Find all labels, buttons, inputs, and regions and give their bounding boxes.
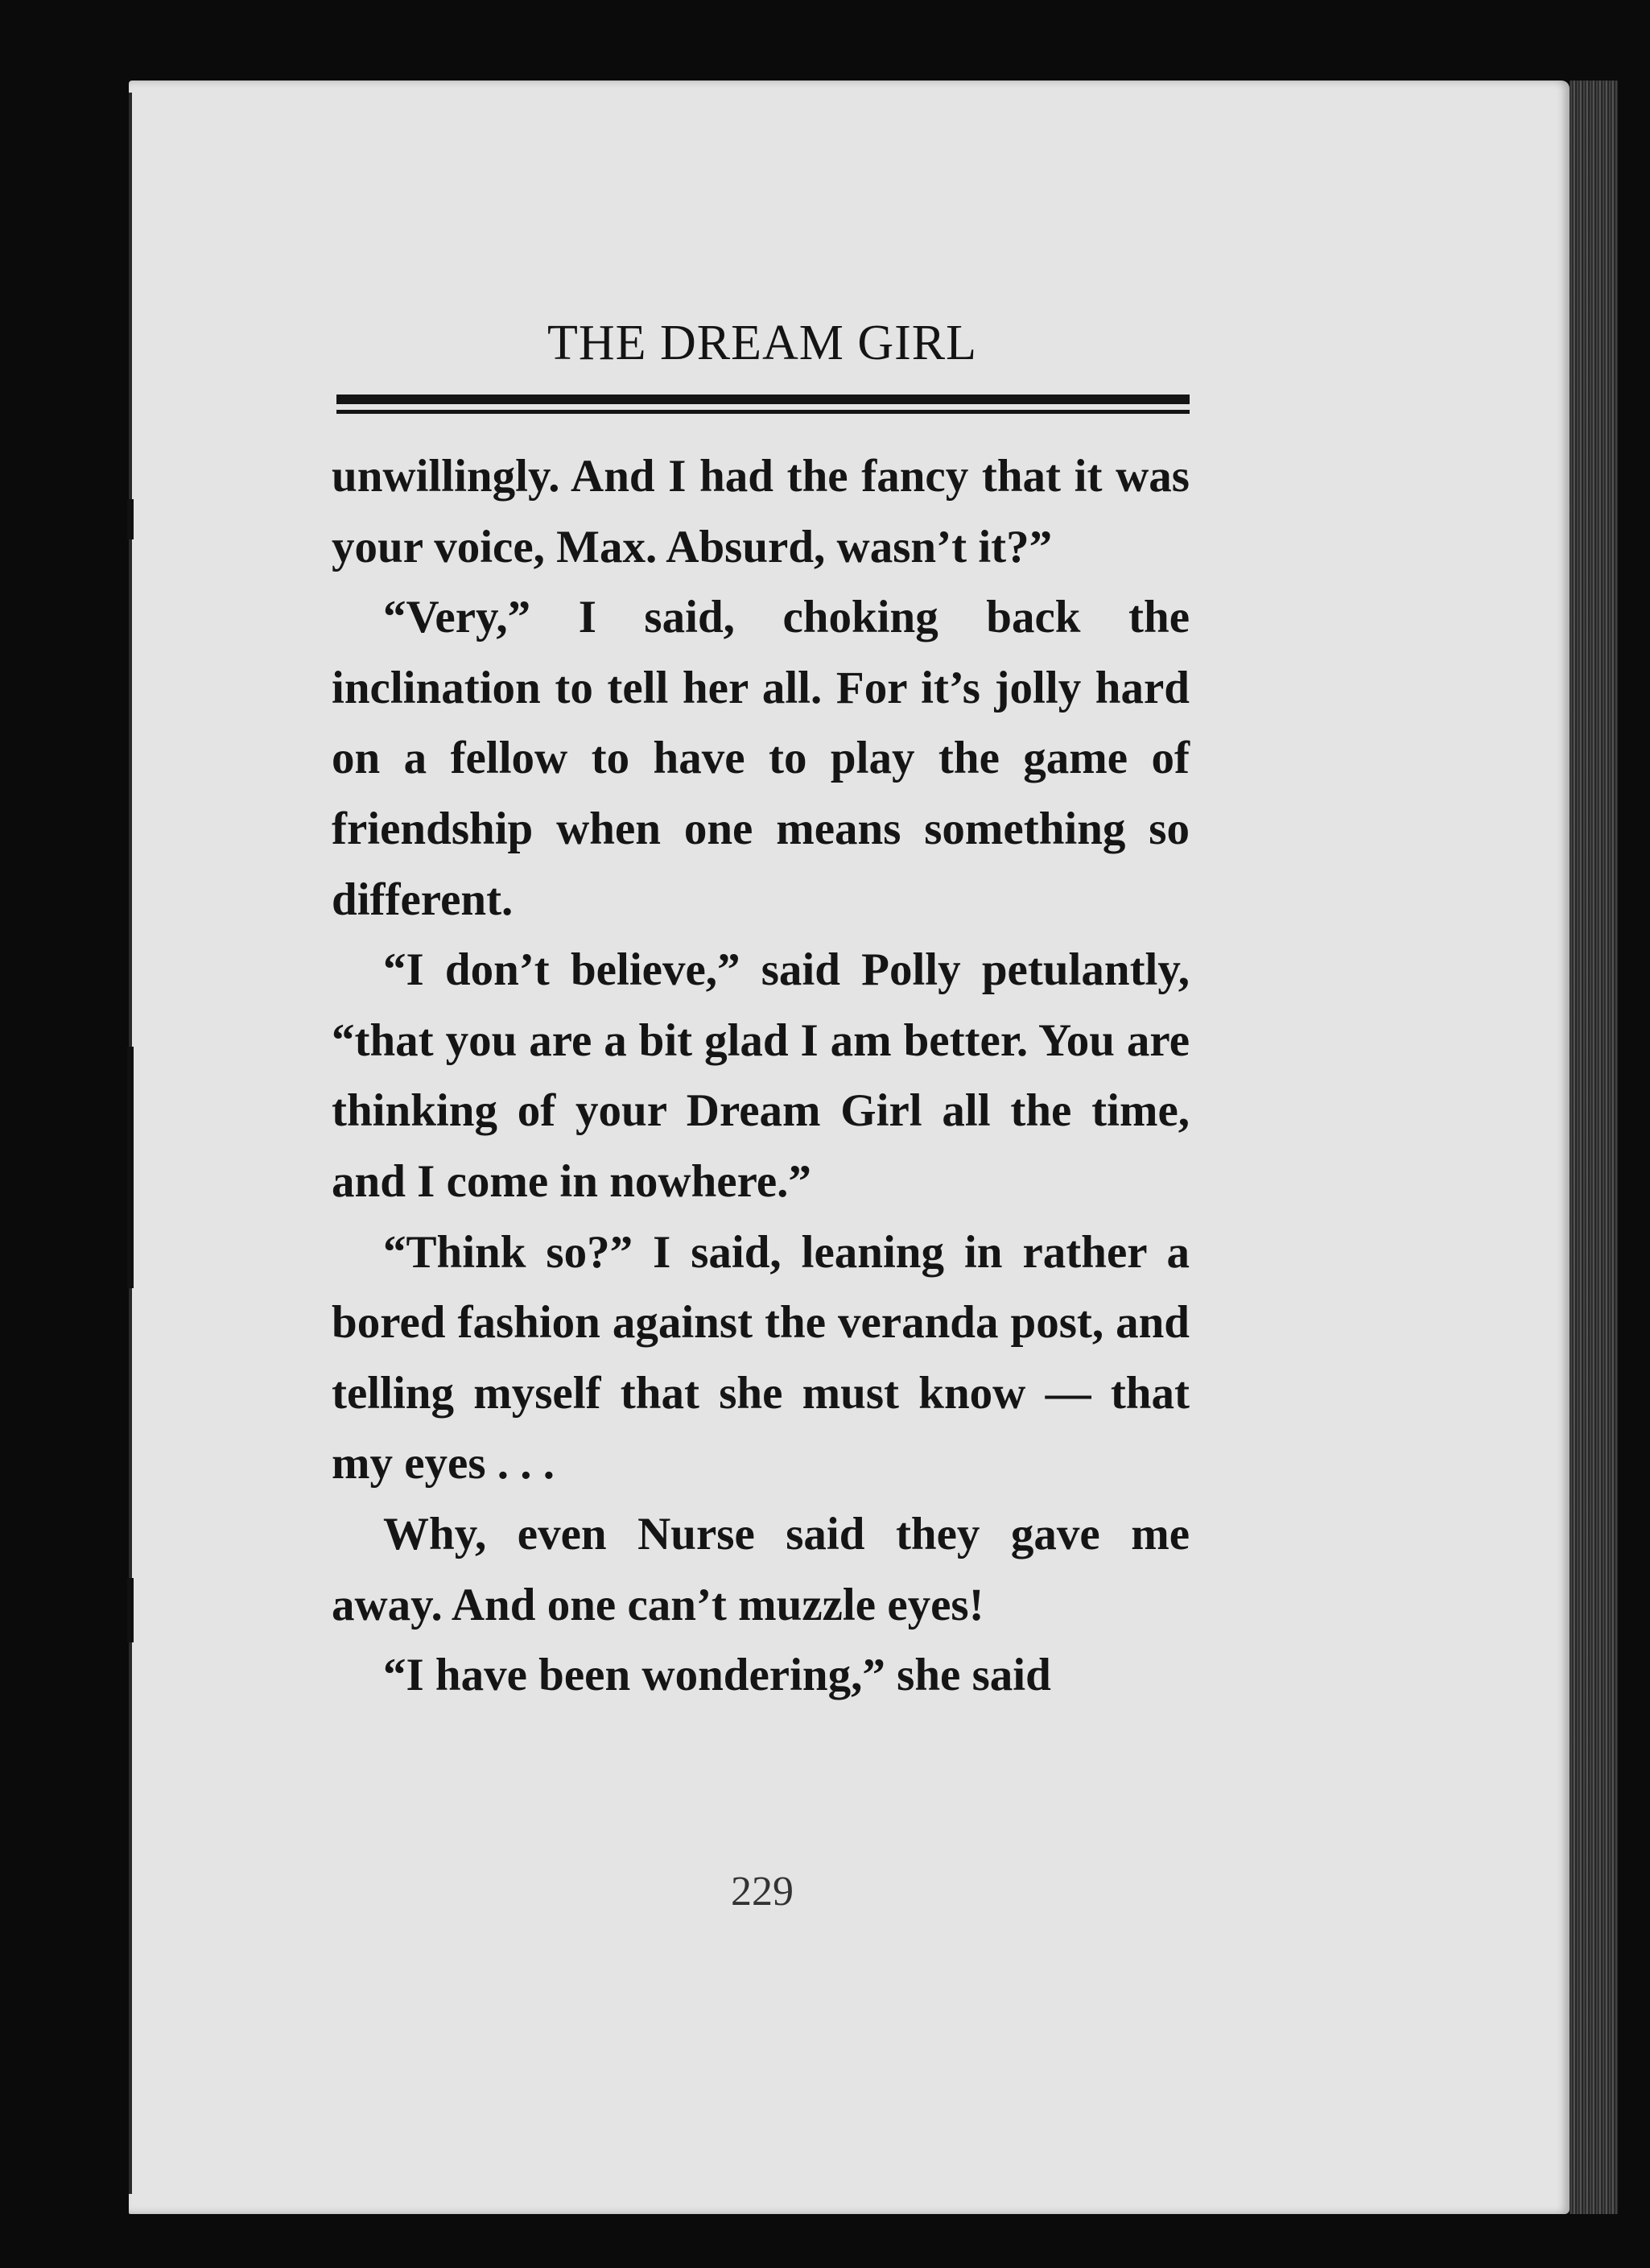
body-text	[332, 441, 1190, 1711]
paragraph: unwillingly. And I had the fancy that it was your voice, Max. Absurd, wasn’t it?”	[332, 451, 1190, 572]
gutter-mark	[127, 499, 134, 539]
paragraph: “I don’t believe,” said Polly petulantly, “that you are a bit glad I am better. You are thinking of your Dream Girl all the time, and I come in nowhere.”	[332, 944, 1190, 1207]
page-fore-edge	[1570, 81, 1618, 2214]
running-head: THE DREAM GIRL	[547, 316, 978, 370]
header-rule-thick	[336, 395, 1190, 404]
gutter-mark	[127, 1047, 134, 1288]
paragraph: Why, even Nurse said they gave me away. And one can’t muzzle eyes!	[332, 1508, 1190, 1630]
paragraph: “Think so?” I said, leaning in rather a bored fashion against the veranda post, and telling myself that she must know — that my eyes . . .	[332, 1226, 1190, 1489]
paragraph: “Very,” I said, choking back the inclination to tell her all. For it’s jolly hard on a fellow to have to play the game of friendship when one means something so different.	[332, 592, 1190, 925]
paragraph: “I have been wondering,” she said	[383, 1650, 1051, 1701]
header-rule-thin	[336, 410, 1190, 414]
page-number: 229	[731, 1869, 794, 1915]
gutter-mark	[127, 1578, 134, 1642]
